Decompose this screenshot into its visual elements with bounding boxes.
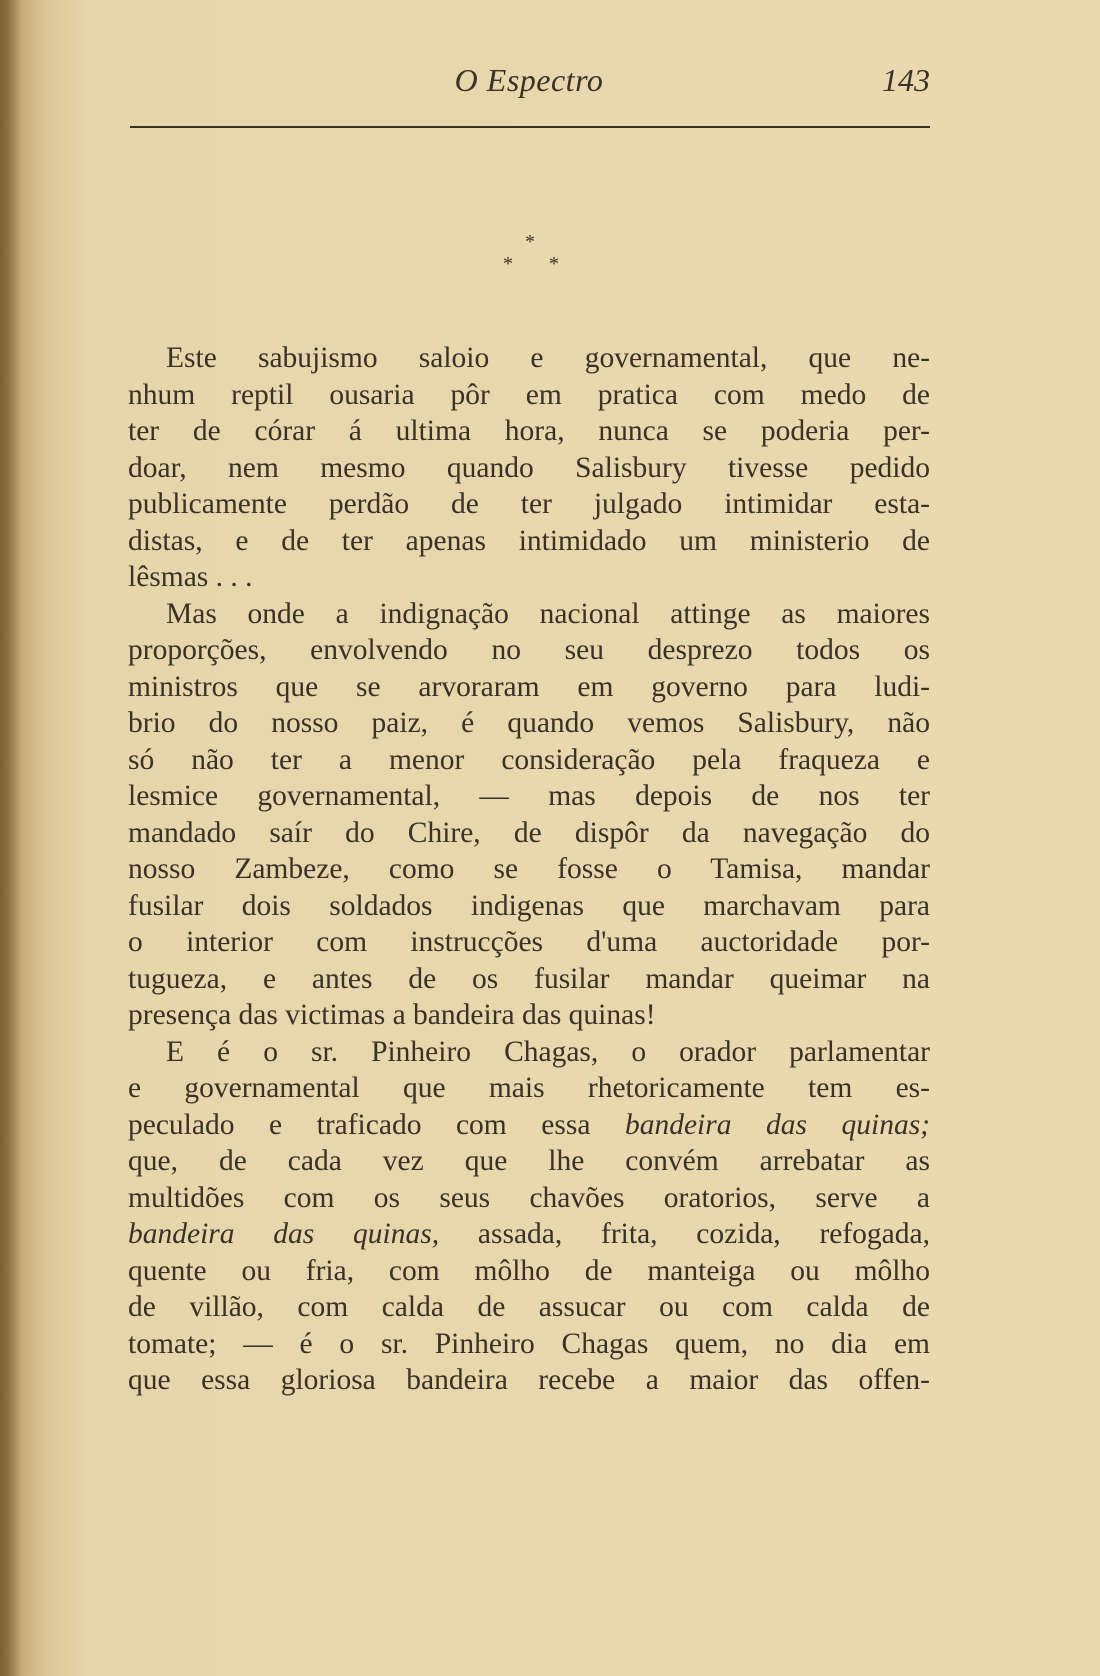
- asterism: [490, 232, 570, 280]
- asterism-star-top: *: [525, 231, 535, 253]
- body-text: [128, 340, 930, 1399]
- text-line: presença das victimas a bandeira das quinas!: [128, 999, 656, 1031]
- text-line: [128, 1107, 930, 1144]
- text-line: nhum reptil ousaria pôr em pratica com medo de: [128, 378, 930, 411]
- text-line: só não ter a menor consideração pela fraqueza e: [128, 743, 930, 776]
- text-line: que, de cada vez que lhe convém arrebatar as: [128, 1145, 930, 1177]
- text-line: lêsmas . . .: [128, 561, 253, 593]
- text-line: ter de córar á ultima hora, nunca se poderia per-: [128, 415, 930, 447]
- text-line: lesmice governamental, — mas depois de nos ter: [128, 780, 930, 812]
- text-segment: assada, frita, cozida, refogada,: [439, 1218, 930, 1250]
- text-line: tugueza, e antes de os fusilar mandar queimar na: [128, 962, 930, 995]
- text-line: nosso Zambeze, como se fosse o Tamisa, mandar: [128, 853, 930, 885]
- text-segment: peculado e traficado com essa: [128, 1108, 625, 1141]
- text-line: e governamental que mais rhetoricamente tem es-: [128, 1072, 930, 1104]
- page-number: 143: [882, 62, 930, 98]
- italic-phrase: bandeira das quinas,: [128, 1218, 440, 1250]
- text-line: brio do nosso paiz, é quando vemos Salisbury, não: [128, 707, 930, 739]
- text-line: Mas onde a indignação nacional attinge as maiores: [166, 597, 930, 630]
- text-line: proporções, envolvendo no seu desprezo todos os: [128, 634, 930, 666]
- text-line: de villão, com calda de assucar ou com calda de: [128, 1291, 930, 1323]
- italic-phrase: bandeira das quinas;: [624, 1108, 931, 1141]
- text-line: [128, 1216, 930, 1253]
- asterism-star-right: *: [549, 253, 559, 275]
- text-line: mandado saír do Chire, de dispôr da navegação do: [128, 816, 930, 849]
- asterism-star-left: *: [503, 253, 513, 275]
- text-line: o interior com instrucções d'uma auctoridade por-: [128, 926, 930, 958]
- text-line: distas, e de ter apenas intimidado um ministerio de: [128, 524, 930, 557]
- text-line: que essa gloriosa bandeira recebe a maior das offen-: [128, 1364, 930, 1396]
- text-line: E é o sr. Pinheiro Chagas, o orador parlamentar: [166, 1035, 930, 1068]
- text-line: ministros que se arvoraram em governo para ludi-: [128, 670, 930, 703]
- text-line: doar, nem mesmo quando Salisbury tivesse pedido: [128, 451, 930, 484]
- text-line: fusilar dois soldados indigenas que marchavam para: [128, 889, 930, 922]
- text-line: multidões com os seus chavões oratorios, serve a: [128, 1181, 930, 1214]
- text-line: quente ou fria, com môlho de manteiga ou môlho: [128, 1254, 930, 1287]
- text-line: publicamente perdão de ter julgado intimidar esta-: [128, 488, 930, 520]
- text-line: Este sabujismo saloio e governamental, que ne-: [166, 342, 930, 374]
- text-line: tomate; — é o sr. Pinheiro Chagas quem, no dia em: [128, 1327, 930, 1360]
- running-title: O Espectro: [454, 62, 604, 98]
- spine-shadow: [0, 0, 22, 1676]
- header-rule: [130, 126, 930, 128]
- page-header: [128, 62, 930, 106]
